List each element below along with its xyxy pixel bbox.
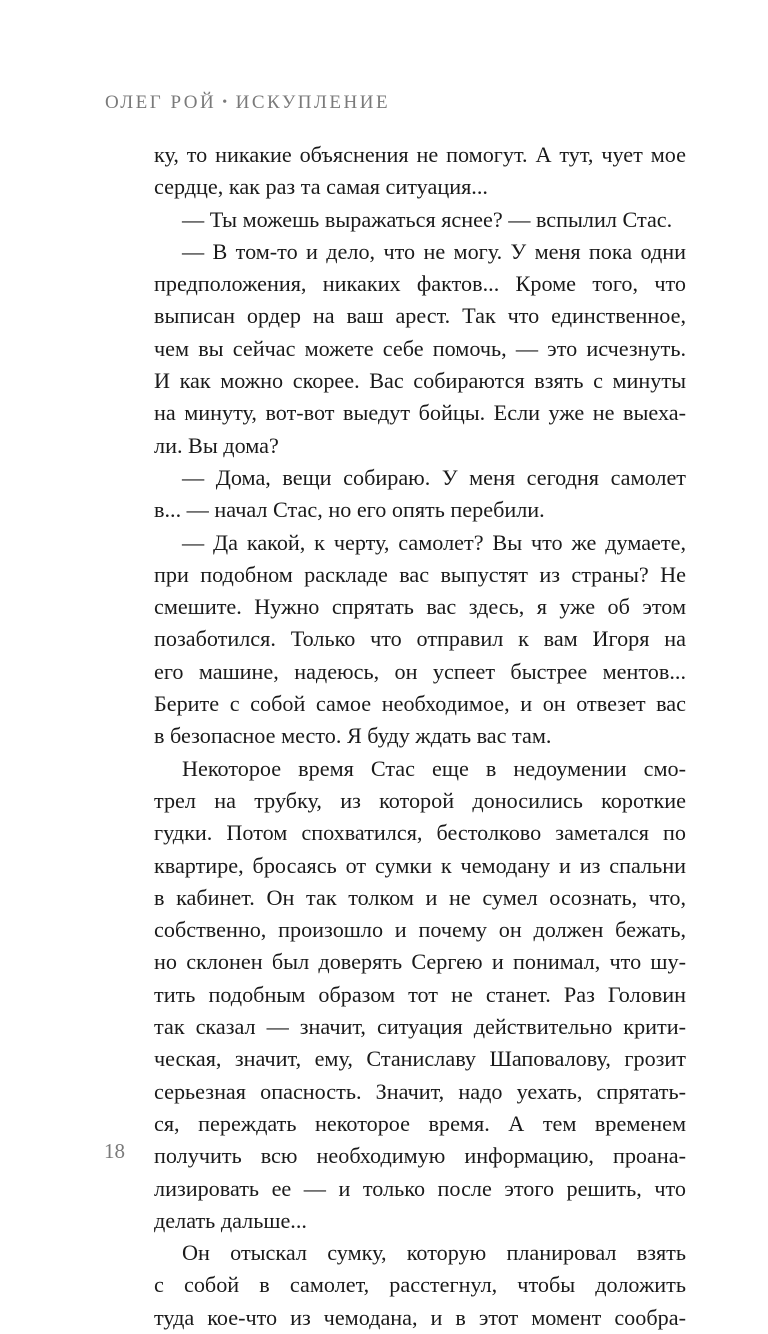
text-line: гудки. Потом спохватился, бестолково заметался по: [154, 820, 686, 846]
text-line: квартире, бросаясь от сумки к чемодану и из спальни: [154, 852, 686, 878]
text-line: собственно, произошло и почему он должен бежать,: [154, 917, 686, 943]
text-line: — В том-то и дело, что не могу. У меня пока одни: [182, 238, 686, 264]
running-head: [105, 92, 390, 114]
text-line: в безопасное место. Я буду ждать вас там.: [154, 723, 552, 749]
text-line: ческая, значит, ему, Станиславу Шаповалову, грозит: [154, 1046, 686, 1072]
text-line: при подобном раскладе вас выпустят из страны? Не: [154, 561, 686, 587]
text-line: лизировать ее — и только после этого решить, что: [154, 1175, 686, 1201]
text-line: ли. Вы дома?: [154, 432, 279, 458]
header-author: ОЛЕГ РОЙ: [105, 92, 217, 113]
text-line: делать дальше...: [154, 1207, 307, 1233]
text-line: на минуту, вот-вот выедут бойцы. Если уже не выеха-: [154, 400, 686, 426]
text-line: но склонен был доверять Сергею и понимал, что шу-: [154, 949, 686, 975]
text-line: — Дома, вещи собираю. У меня сегодня самолет: [182, 464, 686, 490]
text-line: в кабинет. Он так толком и не сумел осознать, что,: [154, 884, 686, 910]
body-text: [154, 139, 686, 1334]
text-line: ку, то никакие объяснения не помогут. А тут, чует мое: [154, 142, 686, 167]
page-number: 18: [104, 1139, 125, 1163]
text-line: смешите. Нужно спрятать вас здесь, я уже об этом: [154, 594, 686, 620]
header-title: ИСКУПЛЕНИЕ: [235, 92, 391, 113]
text-line: туда кое-что из чемодана, и в этот момент сообра-: [154, 1304, 686, 1330]
text-line: Он отыскал сумку, которую планировал взять: [182, 1240, 686, 1266]
text-line: — Да какой, к черту, самолет? Вы что же думаете,: [182, 529, 686, 555]
text-line: его машине, надеюсь, он успеет быстрее ментов...: [154, 658, 686, 684]
text-line: Берите с собой самое необходимое, и он отвезет вас: [154, 691, 686, 717]
text-line: так сказал — значит, ситуация действительно крити-: [154, 1014, 686, 1040]
text-line: получить всю необходимую информацию, проана-: [154, 1143, 686, 1169]
text-line: в... — начал Стас, но его опять перебили.: [154, 497, 545, 523]
text-line: сердце, как раз та самая ситуация...: [154, 174, 488, 200]
text-line: с собой в самолет, расстегнул, чтобы доложить: [154, 1272, 686, 1298]
text-line: тить подобным образом тот не станет. Раз Головин: [154, 981, 686, 1007]
text-line: И как можно скорее. Вас собираются взять с минуты: [154, 368, 686, 394]
header-separator: •: [222, 95, 230, 110]
text-line: чем вы сейчас можете себе помочь, — это исчезнуть.: [154, 335, 686, 361]
text-line: позаботился. Только что отправил к вам Игоря на: [154, 626, 686, 652]
text-line: предположения, никаких фактов... Кроме того, что: [154, 271, 686, 297]
text-line: трел на трубку, из которой доносились короткие: [154, 787, 686, 813]
text-line: Некоторое время Стас еще в недоумении смо-: [182, 755, 686, 781]
text-line: выписан ордер на ваш арест. Так что единственное,: [154, 303, 686, 329]
text-line: ся, переждать некоторое время. А тем временем: [154, 1110, 686, 1136]
text-line: — Ты можешь выражаться яснее? — вспылил Стас.: [182, 206, 673, 232]
text-line: серьезная опасность. Значит, надо уехать, спрятать-: [154, 1078, 686, 1104]
